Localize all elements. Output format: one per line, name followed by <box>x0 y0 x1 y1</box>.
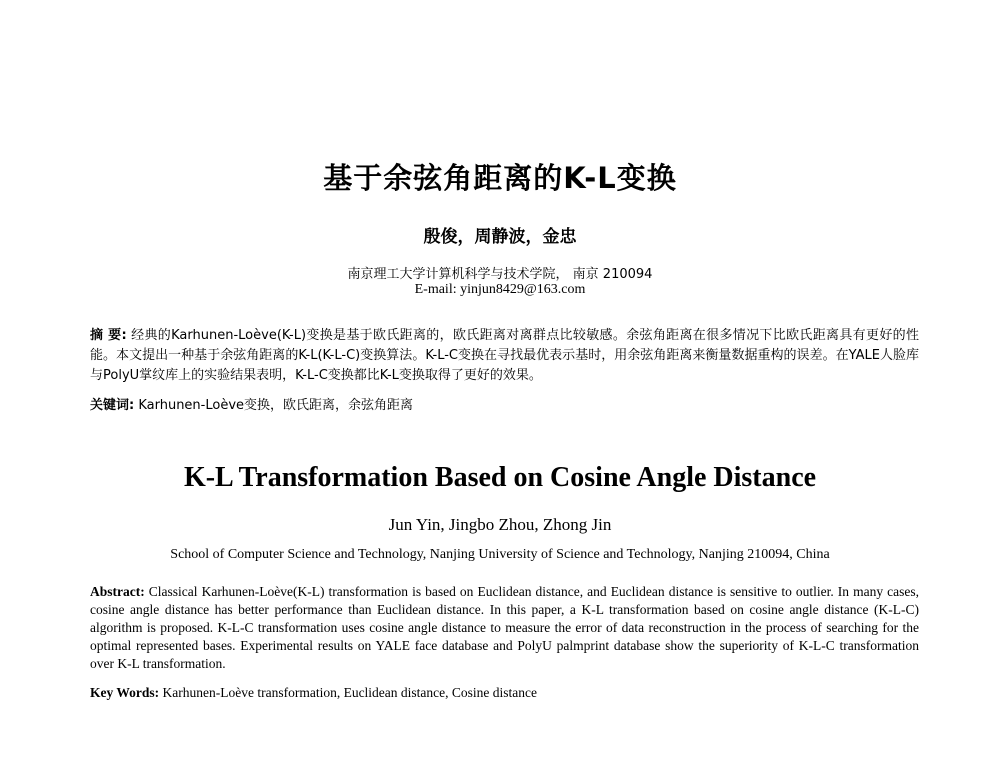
english-keywords-text: Karhunen-Loève transformation, Euclidean distance, Cosine distance <box>159 685 538 700</box>
chinese-authors: 殷俊，周静波，金忠 <box>423 227 577 247</box>
author-email: E-mail: yinjun8429@163.com <box>414 282 586 297</box>
english-title: K-L Transformation Based on Cosine Angle Distance <box>183 462 817 493</box>
english-keywords <box>90 684 919 702</box>
english-affiliation: School of Computer Science and Technology, Nanjing University of Science and Technology, Nanjing 210094, China <box>170 547 830 562</box>
chinese-abstract-label: 摘 要: <box>90 328 127 343</box>
chinese-affiliation: 南京理工大学计算机科学与技术学院， 南京 210094 <box>347 267 653 282</box>
chinese-keywords <box>90 396 919 416</box>
english-abstract-label: Abstract: <box>90 584 145 599</box>
chinese-abstract-text: 经典的Karhunen-Loève(K-L)变换是基于欧氏距离的，欧氏距离对离群点比较敏感。余弦角距离在很多情况下比欧氏距离具有更好的性能。本文提出一种基于余弦角距离的K-L(K-L-C)变换算法。K-L-C变换在寻找最优表示基时，用余弦角距离来衡量数据重构的误差。在YALE人脸库与PolyU掌纹库上的实验结果表明，K-L-C变换都比K-L变换取得了更好的效果。 <box>90 328 919 383</box>
english-authors: Jun Yin, Jingbo Zhou, Zhong Jin <box>388 515 612 534</box>
chinese-abstract <box>90 326 919 386</box>
chinese-keywords-text: Karhunen-Loève变换，欧氏距离，余弦角距离 <box>134 398 414 413</box>
chinese-keywords-label: 关键词: <box>90 398 135 413</box>
english-keywords-label: Key Words: <box>90 685 160 700</box>
english-abstract <box>90 583 919 673</box>
english-abstract-text: Classical Karhunen-Loève(K-L) transformation is based on Euclidean distance, and Euclidean distance is sensitive to outlier. In many cases, cosine angle distance has better performance than Euclidean distance. In this paper, a K-L transformation based on cosine angle distance (K-L-C) algorithm is proposed. K-L-C transformation uses cosine angle distance to measure the error of data reconstruction in the process of searching for the optimal represented bases. Experimental results on YALE face database and PolyU palmprint database show the superiority of K-L-C transformation over K-L transformation. <box>90 584 919 671</box>
chinese-title: 基于余弦角距离的K-L变换 <box>323 161 677 195</box>
